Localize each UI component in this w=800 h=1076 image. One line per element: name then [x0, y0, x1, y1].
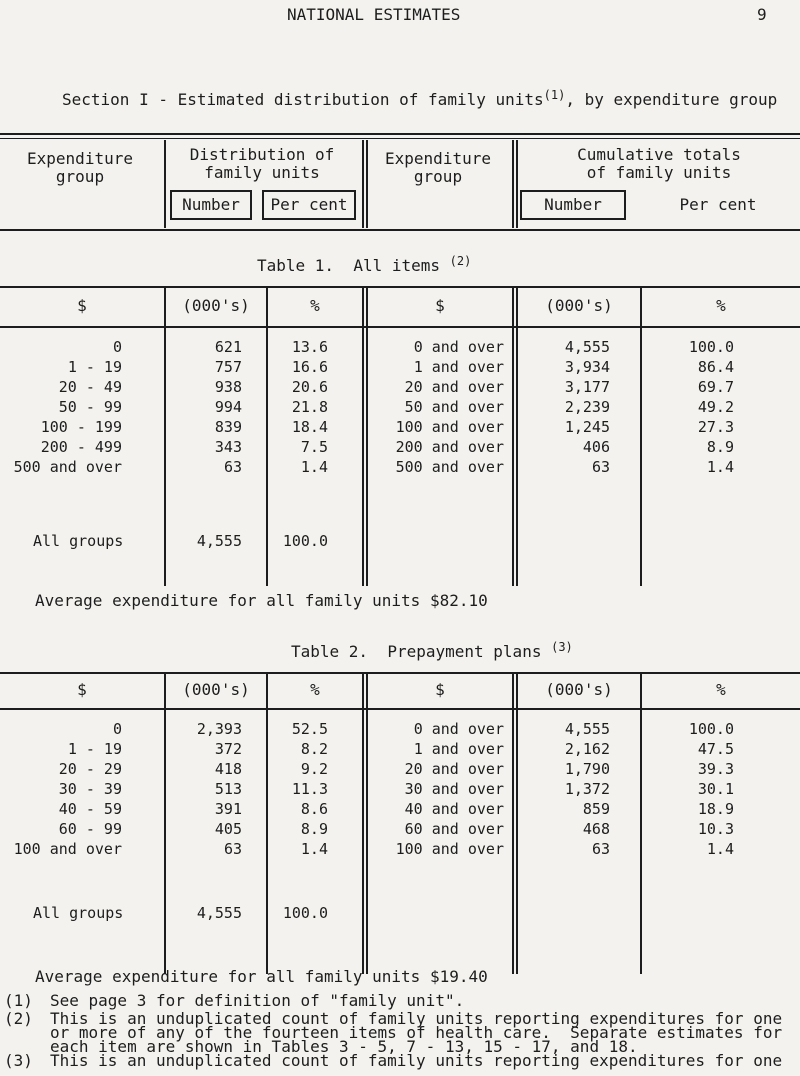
page-number: 9 [757, 5, 767, 24]
cum-number-cell: 63 [591, 840, 610, 858]
header-distribution-2: family units [204, 163, 320, 182]
group-cell: 200 - 499 [40, 438, 122, 456]
percent-cell: 21.8 [291, 398, 328, 416]
cum-group-cell: 1 and over [413, 740, 504, 758]
table1-unit-pct: % [310, 296, 320, 315]
cum-number-cell: 3,177 [564, 378, 610, 396]
footnote-mark: (2) [4, 1009, 33, 1028]
section-title-ref: (1) [543, 88, 566, 102]
table1-total-number: 4,555 [196, 532, 242, 550]
cum-group-cell: 500 and over [395, 458, 504, 476]
cum-group-cell: 30 and over [404, 780, 504, 798]
cum-percent-cell: 10.3 [697, 820, 734, 838]
cum-number-cell: 4,555 [564, 720, 610, 738]
table1-total-percent: 100.0 [282, 532, 328, 550]
table1-unit-thousands-right: (000's) [545, 296, 613, 315]
cum-percent-cell: 27.3 [697, 418, 734, 436]
table2-title [291, 638, 573, 661]
cum-group-cell: 200 and over [395, 438, 504, 456]
percent-cell: 18.4 [291, 418, 328, 436]
cum-group-cell: 20 and over [404, 760, 504, 778]
footnote-line: This is an unduplicated count of family units reporting expenditures for one [50, 1009, 783, 1028]
percent-cell: 9.2 [300, 760, 328, 778]
cum-number-cell: 1,245 [564, 418, 610, 436]
group-cell: 0 [112, 338, 122, 356]
cum-group-cell: 100 and over [395, 840, 504, 858]
number-cell: 391 [214, 800, 242, 818]
cum-number-cell: 3,934 [564, 358, 610, 376]
cum-percent-cell: 69.7 [697, 378, 734, 396]
group-cell: 60 - 99 [58, 820, 122, 838]
table1-title-text: Table 1. All items [257, 256, 441, 275]
group-cell: 20 - 49 [58, 378, 122, 396]
percent-cell: 8.2 [300, 740, 328, 758]
percent-cell: 7.5 [300, 438, 328, 456]
group-cell: 1 - 19 [67, 740, 122, 758]
table1-total-label: All groups [33, 532, 124, 550]
table2-total-number: 4,555 [196, 904, 242, 922]
table2-divider [362, 672, 364, 974]
cum-percent-cell: 49.2 [697, 398, 734, 416]
cum-percent-cell: 39.3 [697, 760, 734, 778]
table2-unit-pct: % [310, 680, 320, 699]
header-percent-right: Per cent [679, 195, 757, 214]
footnote-mark: (3) [4, 1051, 33, 1070]
group-cell: 40 - 59 [58, 800, 122, 818]
header-divider [362, 140, 364, 228]
footnote-line: See page 3 for definition of "family unit". [50, 991, 465, 1010]
table2-title-text: Table 2. Prepayment plans [291, 642, 542, 661]
percent-cell: 13.6 [291, 338, 328, 356]
cum-percent-cell: 18.9 [697, 800, 734, 818]
header-percent-left: Per cent [270, 195, 348, 214]
table2-divider [512, 672, 514, 974]
cum-percent-cell: 100.0 [688, 338, 734, 356]
table1-average: Average expenditure for all family units $82.10 [35, 591, 488, 610]
cum-group-cell: 0 and over [413, 338, 504, 356]
group-cell: 1 - 19 [67, 358, 122, 376]
number-cell: 63 [223, 458, 242, 476]
cum-group-cell: 1 and over [413, 358, 504, 376]
table1-divider [640, 286, 642, 586]
number-cell: 513 [214, 780, 242, 798]
header-number-left: Number [182, 195, 240, 214]
header-distribution-1: Distribution of [189, 145, 335, 164]
cum-percent-cell: 1.4 [706, 840, 734, 858]
header-cumulative-2: of family units [586, 163, 732, 182]
header-exp-group-left-1: Expenditure [27, 149, 133, 168]
footnote-line: This is an unduplicated count of family units reporting expenditures for one [50, 1051, 783, 1070]
table1-unit-dollar-right: $ [435, 296, 445, 315]
cum-number-cell: 1,372 [564, 780, 610, 798]
group-cell: 100 and over [13, 840, 122, 858]
percent-cell: 11.3 [291, 780, 328, 798]
header-exp-group-right-2: group [413, 167, 463, 186]
number-cell: 621 [214, 338, 242, 356]
number-cell: 757 [214, 358, 242, 376]
number-cell: 994 [214, 398, 242, 416]
table1-divider [362, 286, 364, 586]
cum-percent-cell: 86.4 [697, 358, 734, 376]
group-cell: 30 - 39 [58, 780, 122, 798]
footnote-mark: (1) [4, 991, 33, 1010]
cum-percent-cell: 47.5 [697, 740, 734, 758]
number-cell: 405 [214, 820, 242, 838]
header-bottom-rule [0, 229, 800, 231]
section-title [62, 86, 777, 109]
cum-number-cell: 1,790 [564, 760, 610, 778]
cum-percent-cell: 100.0 [688, 720, 734, 738]
group-cell: 500 and over [13, 458, 122, 476]
group-cell: 20 - 29 [58, 760, 122, 778]
cum-group-cell: 50 and over [404, 398, 504, 416]
cum-number-cell: 468 [582, 820, 610, 838]
percent-cell: 1.4 [300, 458, 328, 476]
percent-cell: 20.6 [291, 378, 328, 396]
table1-divider [366, 286, 368, 586]
table1-divider [512, 286, 514, 586]
table2-unit-dollar-right: $ [435, 680, 445, 699]
group-cell: 50 - 99 [58, 398, 122, 416]
header-cumulative-1: Cumulative totals [577, 145, 741, 164]
table1-unit-thousands: (000's) [182, 296, 250, 315]
cum-group-cell: 40 and over [404, 800, 504, 818]
header-top-rule-2 [0, 138, 800, 139]
cum-percent-cell: 30.1 [697, 780, 734, 798]
percent-cell: 16.6 [291, 358, 328, 376]
table2-total-label: All groups [33, 904, 124, 922]
section-title-tail: , by expenditure group [565, 90, 778, 109]
table2-units-rule [0, 708, 800, 710]
table2-unit-pct-right: % [716, 680, 726, 699]
percent-cell: 1.4 [300, 840, 328, 858]
table1-units-rule [0, 326, 800, 328]
header-number-right: Number [544, 195, 602, 214]
number-cell: 2,393 [196, 720, 242, 738]
header-exp-group-right-1: Expenditure [385, 149, 491, 168]
table1-title-ref: (2) [449, 254, 472, 268]
cum-group-cell: 60 and over [404, 820, 504, 838]
table1-unit-pct-right: % [716, 296, 726, 315]
table2-unit-thousands-right: (000's) [545, 680, 613, 699]
table2-average: Average expenditure for all family units $19.40 [35, 967, 488, 986]
cum-group-cell: 0 and over [413, 720, 504, 738]
cum-number-cell: 4,555 [564, 338, 610, 356]
percent-cell: 8.9 [300, 820, 328, 838]
number-cell: 418 [214, 760, 242, 778]
percent-cell: 8.6 [300, 800, 328, 818]
percent-cell: 52.5 [291, 720, 328, 738]
table2-total-percent: 100.0 [282, 904, 328, 922]
table2-unit-dollar: $ [77, 680, 87, 699]
number-cell: 839 [214, 418, 242, 436]
table2-title-ref: (3) [551, 640, 573, 654]
cum-number-cell: 2,239 [564, 398, 610, 416]
header-exp-group-left-2: group [55, 167, 105, 186]
footnote-line: or more of any of the fourteen items of health care. Separate estimates for [50, 1023, 783, 1042]
cum-number-cell: 859 [582, 800, 610, 818]
cum-group-cell: 100 and over [395, 418, 504, 436]
group-cell: 100 - 199 [40, 418, 122, 436]
table1-top-rule [0, 286, 800, 288]
header-divider [512, 140, 514, 228]
cum-number-cell: 63 [591, 458, 610, 476]
cum-group-cell: 20 and over [404, 378, 504, 396]
cum-percent-cell: 1.4 [706, 458, 734, 476]
number-cell: 372 [214, 740, 242, 758]
number-cell: 343 [214, 438, 242, 456]
cum-number-cell: 2,162 [564, 740, 610, 758]
running-head: NATIONAL ESTIMATES [287, 5, 461, 24]
table2-top-rule [0, 672, 800, 674]
group-cell: 0 [112, 720, 122, 738]
cum-number-cell: 406 [582, 438, 610, 456]
cum-percent-cell: 8.9 [706, 438, 734, 456]
header-top-rule [0, 133, 800, 135]
footnote-line: each item are shown in Tables 3 - 5, 7 - 13, 15 - 17, and 18. [50, 1037, 638, 1056]
section-title-main: Section I - Estimated distribution of family units [62, 90, 544, 109]
table1-title [257, 252, 471, 275]
table1-unit-dollar: $ [77, 296, 87, 315]
number-cell: 938 [214, 378, 242, 396]
table1-divider [516, 286, 518, 586]
table2-unit-thousands: (000's) [182, 680, 250, 699]
number-cell: 63 [223, 840, 242, 858]
